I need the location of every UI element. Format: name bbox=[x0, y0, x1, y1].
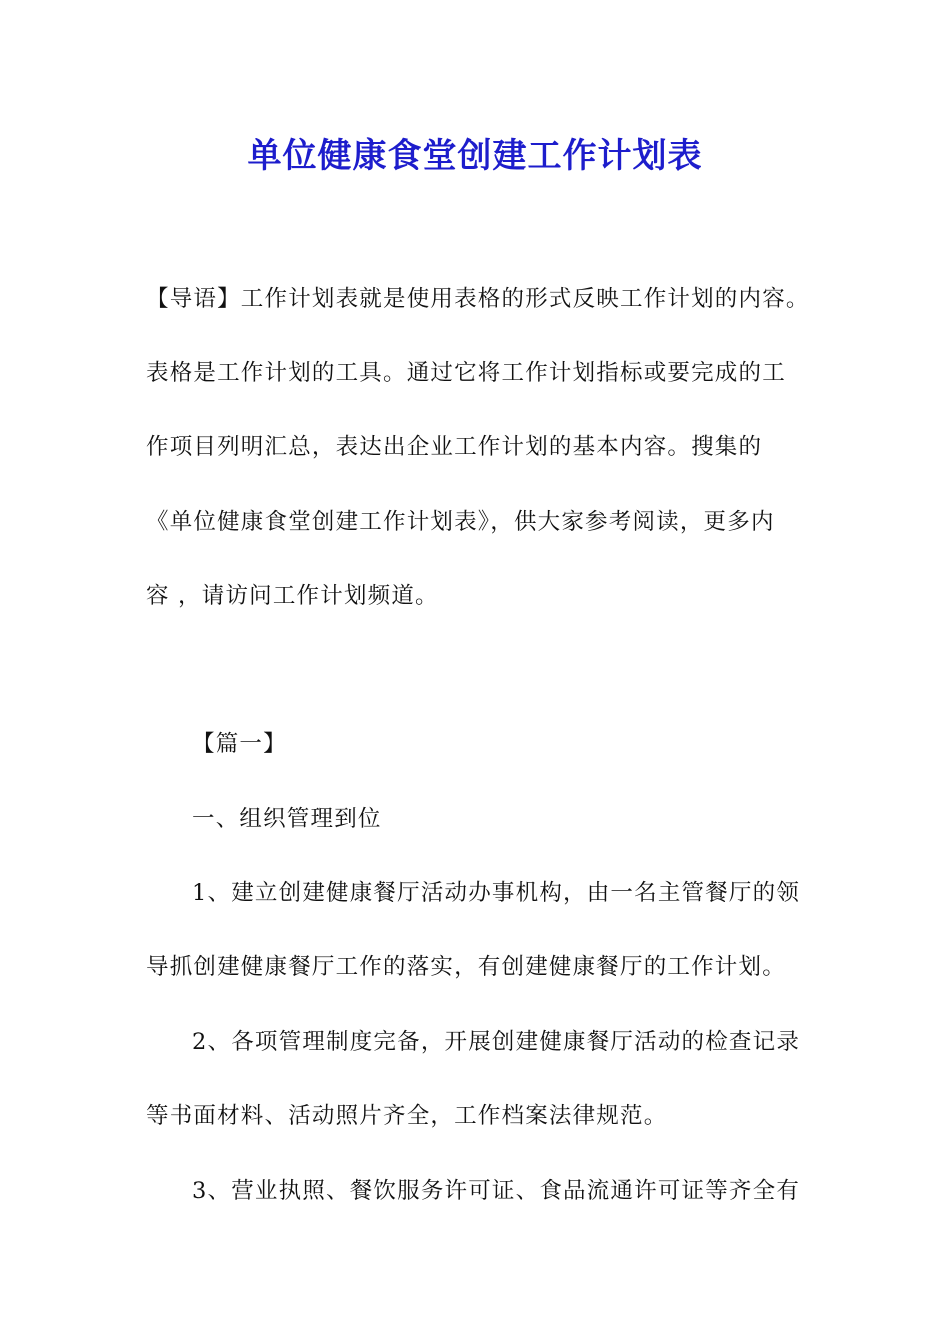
body-line: 2、各项管理制度完备，开展创建健康餐厅活动的检查记录 bbox=[192, 1029, 801, 1055]
body-line: 3、营业执照、餐饮服务许可证、食品流通许可证等齐全有 bbox=[192, 1178, 801, 1204]
intro-line: 作项目列明汇总，表达出企业工作计划的基本内容。搜集的 bbox=[146, 434, 763, 460]
intro-line: 容 ，请访问工作计划频道。 bbox=[146, 583, 439, 609]
intro-line: 【导语】工作计划表就是使用表格的形式反映工作计划的内容。 bbox=[146, 286, 810, 312]
body-line: 1、建立创建健康餐厅活动办事机构，由一名主管餐厅的领 bbox=[192, 880, 801, 906]
body-line: 等书面材料、活动照片齐全，工作档案法律规范。 bbox=[146, 1103, 668, 1129]
intro-line: 《单位健康食堂创建工作计划表》，供大家参考阅读，更多内 bbox=[146, 509, 775, 535]
body-line: 导抓创建健康餐厅工作的落实，有创建健康餐厅的工作计划。 bbox=[146, 954, 786, 980]
document-title: 单位健康食堂创建工作计划表 bbox=[247, 136, 703, 176]
section-heading: 一、组织管理到位 bbox=[192, 806, 382, 832]
section-label: 【篇一】 bbox=[192, 731, 287, 757]
intro-line: 表格是工作计划的工具。通过它将工作计划指标或要完成的工 bbox=[146, 360, 786, 386]
